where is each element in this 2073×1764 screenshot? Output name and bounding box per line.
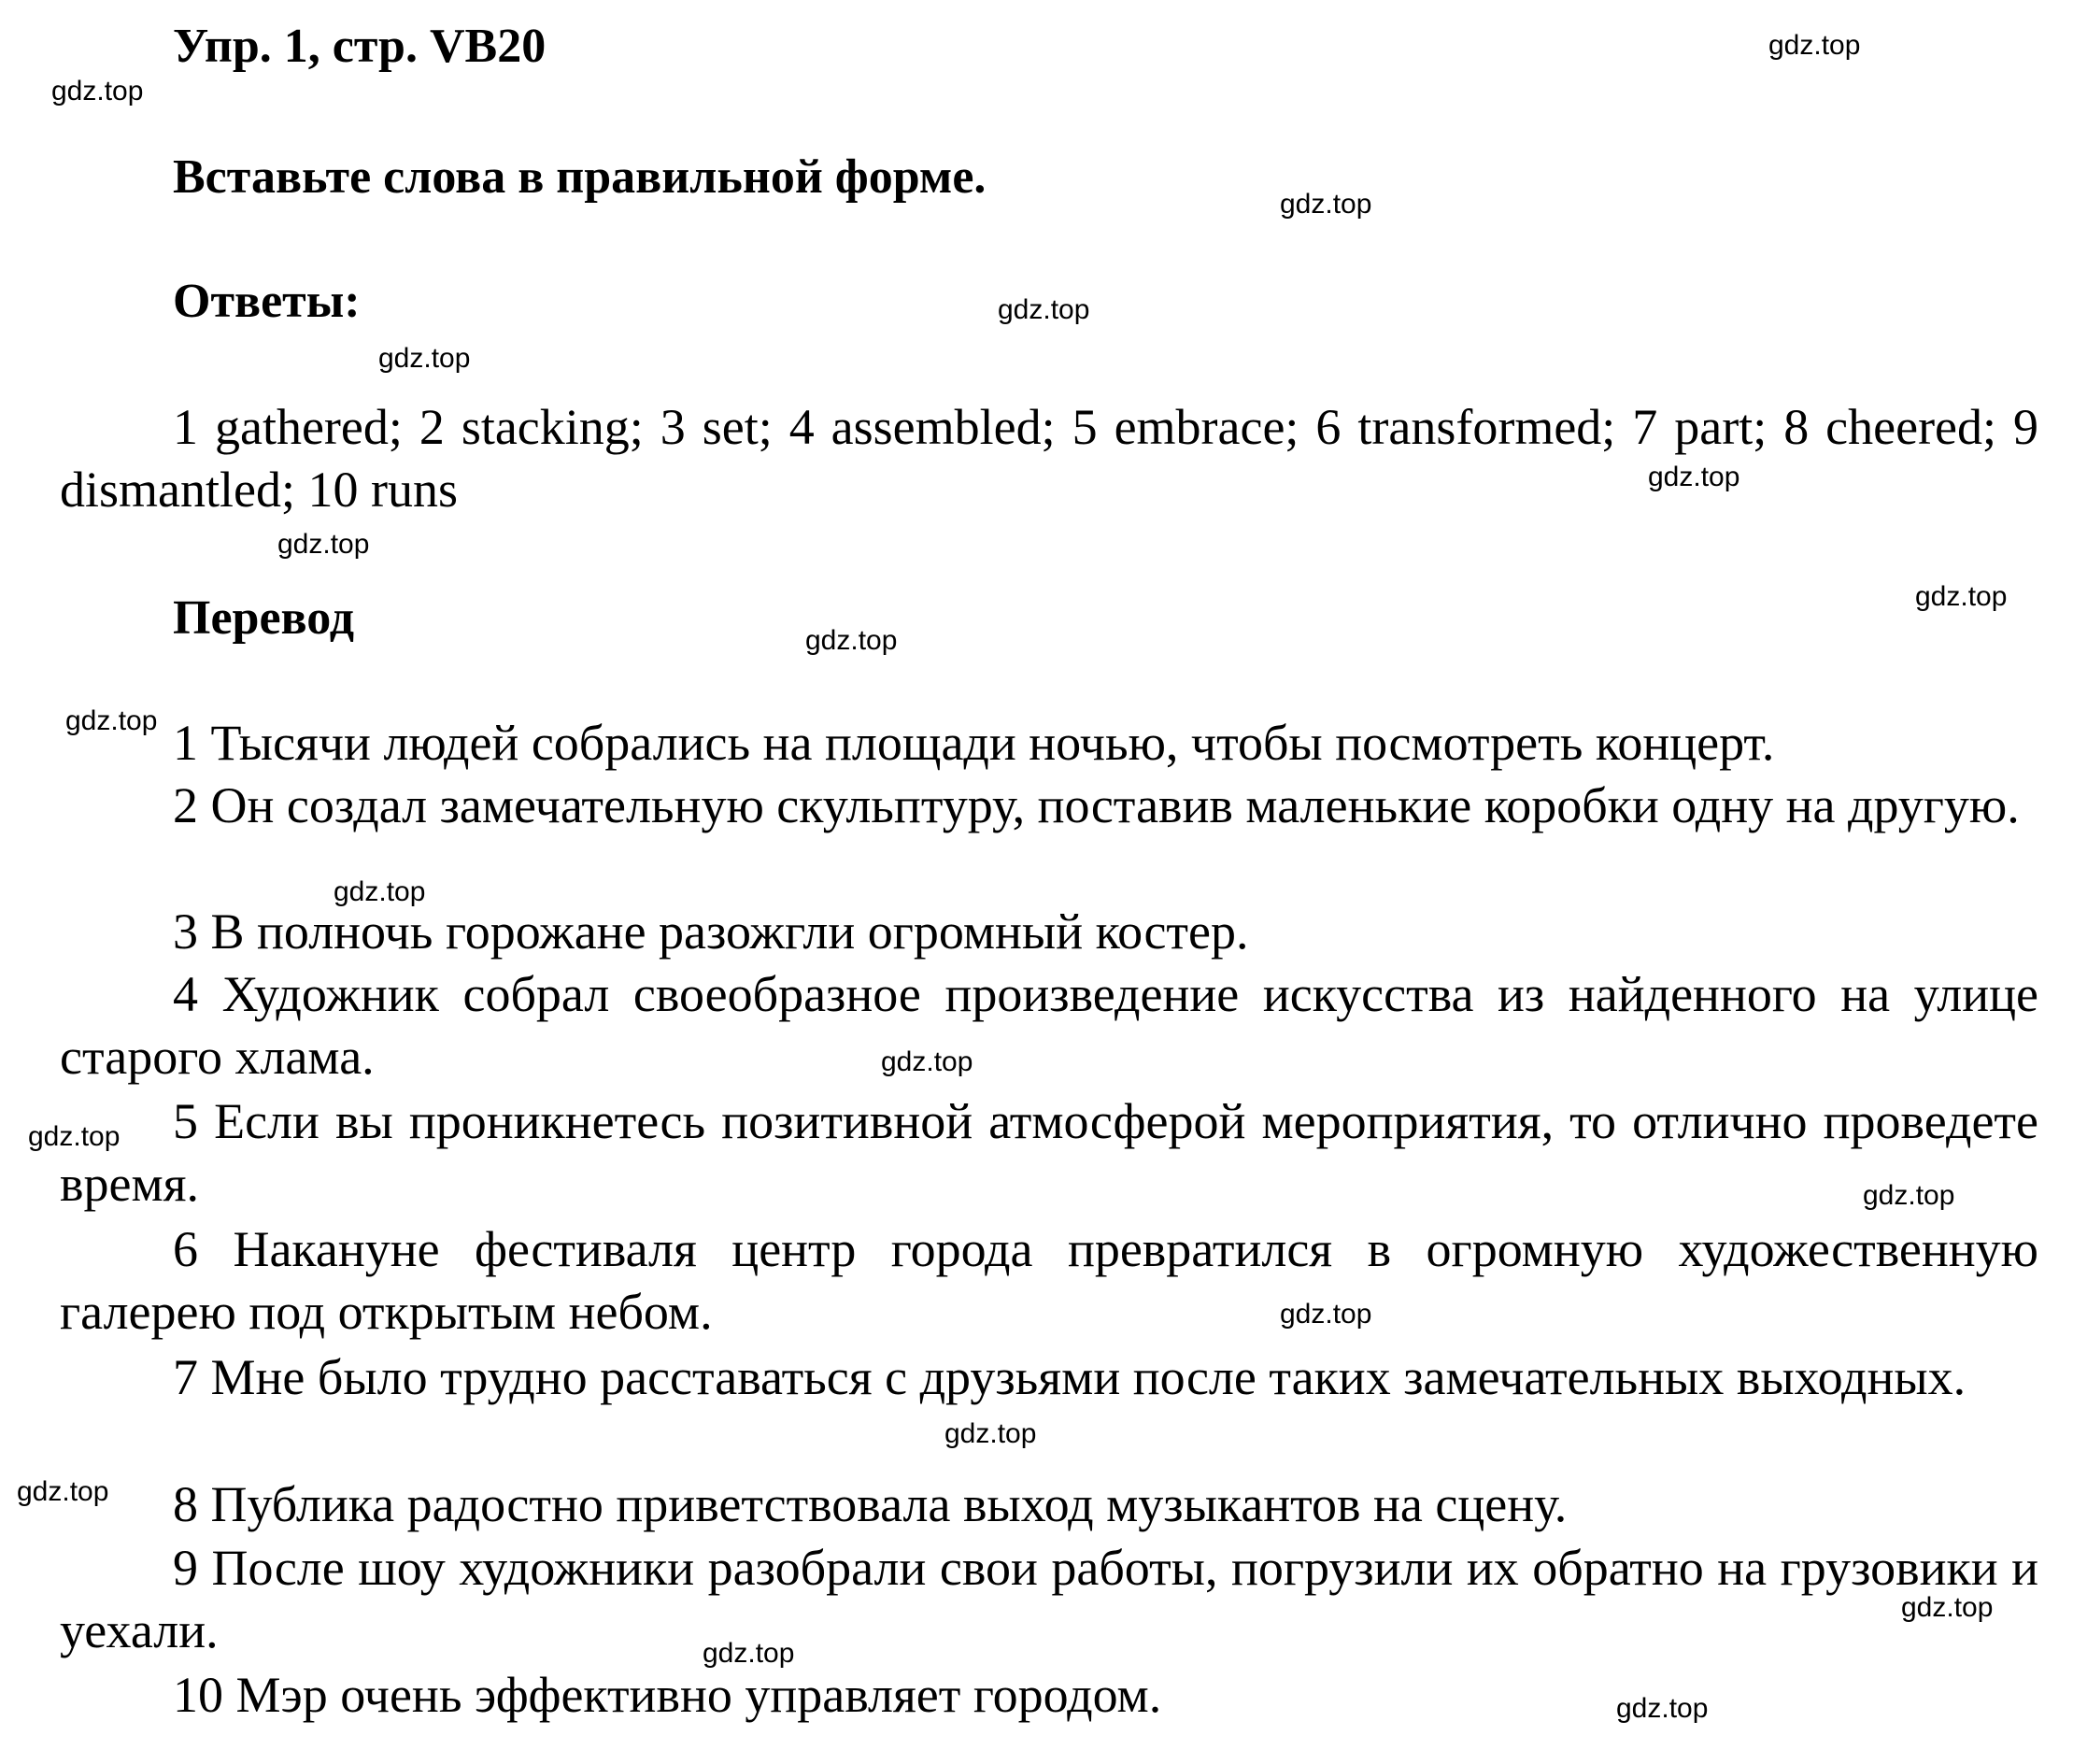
watermark: gdz.top	[881, 1046, 973, 1077]
watermark: gdz.top	[17, 1476, 109, 1507]
watermark: gdz.top	[703, 1638, 795, 1669]
watermark: gdz.top	[944, 1418, 1037, 1449]
translation-item-4: 4 Художник собрал своеобразное произведение искусства из найденного на улице старого хлама.	[60, 966, 2038, 1085]
translation-item-7: 7 Мне было трудно расставаться с друзьями после таких замечательных выходных.	[173, 1349, 1967, 1405]
translation-item-5: 5 Если вы проникнетесь позитивной атмосферой мероприятия, то отлично проведете время.	[60, 1093, 2038, 1212]
answers-heading: Ответы:	[173, 275, 361, 328]
watermark: gdz.top	[1901, 1592, 1994, 1623]
watermark: gdz.top	[805, 625, 898, 656]
translation-item-3: 3 В полночь горожане разожгли огромный костер.	[173, 903, 1249, 960]
answers-text: 1 gathered; 2 stacking; 3 set; 4 assembled; 5 embrace; 6 transformed; 7 part; 8 cheered; 9 dismantled; 10 runs	[60, 399, 2038, 518]
translation-item-8: 8 Публика радостно приветствовала выход музыкантов на сцену.	[173, 1476, 1568, 1532]
watermark: gdz.top	[998, 294, 1090, 325]
translation-item-6: 6 Накануне фестиваля центр города превратился в огромную художественную галерею под открытым небом.	[60, 1221, 2038, 1340]
watermark: gdz.top	[28, 1121, 121, 1152]
watermark: gdz.top	[1768, 30, 1861, 61]
watermark: gdz.top	[1863, 1180, 1955, 1211]
watermark: gdz.top	[1616, 1693, 1709, 1724]
watermark: gdz.top	[1648, 462, 1740, 492]
watermark: gdz.top	[277, 529, 370, 560]
watermark: gdz.top	[1280, 189, 1372, 220]
watermark: gdz.top	[51, 76, 144, 107]
watermark: gdz.top	[65, 705, 158, 736]
translation-item-2: 2 Он создал замечательную скульптуру, поставив маленькие коробки одну на другую.	[173, 777, 2020, 833]
watermark: gdz.top	[1915, 581, 2008, 612]
translation-heading: Перевод	[173, 591, 355, 645]
watermark: gdz.top	[1280, 1299, 1372, 1330]
translation-item-1: 1 Тысячи людей собрались на площади ночью, чтобы посмотреть концерт.	[173, 715, 1775, 771]
watermark: gdz.top	[378, 343, 471, 374]
watermark: gdz.top	[334, 876, 426, 907]
translation-item-9: 9 После шоу художники разобрали свои работы, погрузили их обратно на грузовики и уехали.	[60, 1540, 2038, 1658]
translation-item-10: 10 Мэр очень эффективно управляет городом.	[173, 1667, 1162, 1723]
task-instruction: Вставьте слова в правильной форме.	[173, 150, 987, 204]
exercise-title: Упр. 1, стр. VB20	[173, 20, 547, 73]
